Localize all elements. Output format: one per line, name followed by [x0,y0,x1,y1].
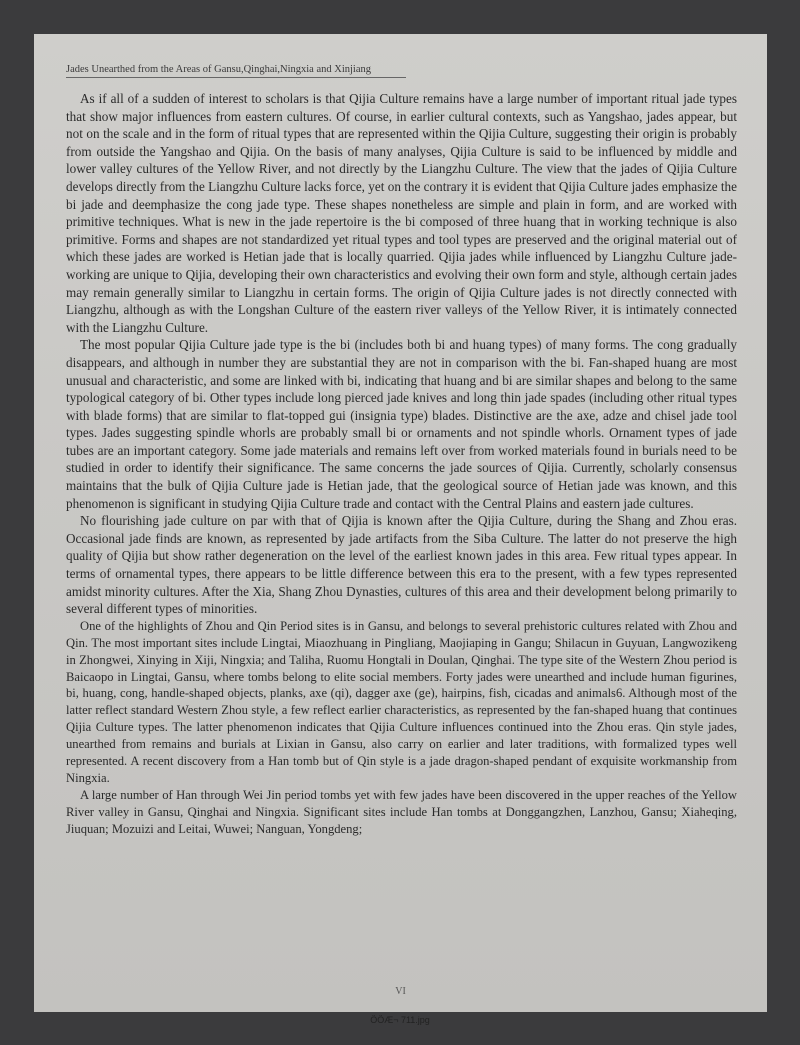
paragraph: A large number of Han through Wei Jin period tombs yet with few jades have been discovered in the upper reaches of the Yellow River valley in Gansu, Qinghai and Ningxia. Significant sites include Han tombs at Donggangzhen, Lanzhou, Gansu; Xiaheqing, Jiuquan; Mozuizi and Leitai, Wuwei; Nanguan, Yongdeng; [66,787,737,836]
running-head: Jades Unearthed from the Areas of Gansu,Qinghai,Ningxia and Xinjiang [66,64,406,78]
body-text [66,90,737,838]
page-number: VI [395,986,406,997]
paragraph: The most popular Qijia Culture jade type is the bi (includes both bi and huang types) of many forms. The cong gradually disappears, and although in number they are substantial they are not in comparison with the bi. Fan-shaped huang are most unusual and characteristic, and some are linked with bi, indicating that huang and bi are similar shapes and belong to the same typological category of bi. Other types include long pierced jade knives and long thin jade spades (including other ritual types with blade forms) that are similar to flat-topped gui (insignia type) blades. Distinctive are the axe, adze and chisel jade tool types. Jades suggesting spindle whorls are probably small bi or ornaments and not spindle whorls. Ornament types of jade tubes are an important category. Some jade materials and remains left over from worked materials found in burials need to be studied in order to identify their significance. The same concerns the jade sources of Qijia. Currently, scholarly consensus maintains that the bulk of Qijia Culture jade is Hetian jade, that the geological source of Hetian jade was known, and this phenomenon is significant in studying Qijia Culture trade and contact with the Central Plains and eastern jade cultures. [66,337,737,511]
paragraph: One of the highlights of Zhou and Qin Period sites is in Gansu, and belongs to several prehistoric cultures related with Zhou and Qin. The most important sites include Lingtai, Miaozhuang in Pingliang, Maojiaping in Gangu; Shilacun in Guyuan, Langwozikeng in Zhongwei, Xinying in Xiji, Ningxia; and Taliha, Ruomu Hongtali in Doulan, Qinghai. The type site of the Western Zhou period is Baicaopo in Lingtai, Gansu, where tombs belong to elite social members. Forty jades were unearthed and include human figurines, bi, huang, cong, handle-shaped objects, planks, axe (qi), dagger axe (ge), hairpins, fish, cicadas and animals6. Although most of the latter reflect standard Western Zhou style, a few reflect earlier characteristics, as represented by the fan-shaped huang that continues Qijia Culture types. The latter phenomenon indicates that Qijia Culture influences continued into the Zhou eras. Qin style jades, unearthed from remains and burials at Lixian in Gansu, also carry on earlier and later traditions, with formalized types well represented. A recent discovery from a Han tomb but of Qin style is a jade dragon-shaped pendant of exquisite workmanship from Ningxia. [66,618,737,785]
book-page [34,34,767,1012]
paragraph: As if all of a sudden of interest to scholars is that Qijia Culture remains have a large number of important ritual jade types that show major influences from eastern cultures. Of course, in earlier cultural contexts, such as Yangshao, jades appear, but not on the scale and in the form of ritual types that are represented within the Qijia Culture, suggesting their origin is probably from outside the Yangshao and Qijia. On the basis of many analyses, Qijia Culture is said to be influenced by middle and lower valley cultures of the Yellow River, and not directly by the Liangzhu Culture. The view that the jades of Qijia Culture develops directly from the Liangzhu Culture lacks force, yet on the contrary it is evident that Qijia Culture jades emphasize the bi jade and deemphasize the cong jade type. These shapes nonetheless are simple and plain in form, and are worked with primitive techniques. What is new in the jade repertoire is the bi composed of three huang that in working technique is also primitive. Forms and shapes are not standardized yet ritual types and tool types are preserved and the original material out of which these jades are worked is Hetian jade that is locally quarried. Qijia jades while influenced by Liangzhu Culture jade-working are unique to Qijia, developing their own characteristics and evolving their own form and style, although certain jades may remain generally similar to Liangzhu in certain forms. The origin of Qijia Culture jades is not directly connected with Liangzhu, although as with the Longshan Culture of the eastern river valleys of the Yellow River, it is intimately connected with the Liangzhu Culture. [66,91,737,335]
paragraph: No flourishing jade culture on par with that of Qijia is known after the Qijia Culture, during the Shang and Zhou eras. Occasional jade finds are known, as represented by jade artifacts from the Siba Culture. The latter do not preserve the high quality of Qijia but show rather degeneration on the level of the earliest known jades in this area. Few ritual types appear. In terms of ornamental types, there appears to be little difference between this era to the present, with a few types represented amidst minority cultures. After the Xia, Shang Zhou Dynasties, cultures of this area and their development belong primarily to several different types of minorities. [66,513,737,617]
file-caption: ÖÖÆ¬ 711.jpg [370,1015,430,1025]
